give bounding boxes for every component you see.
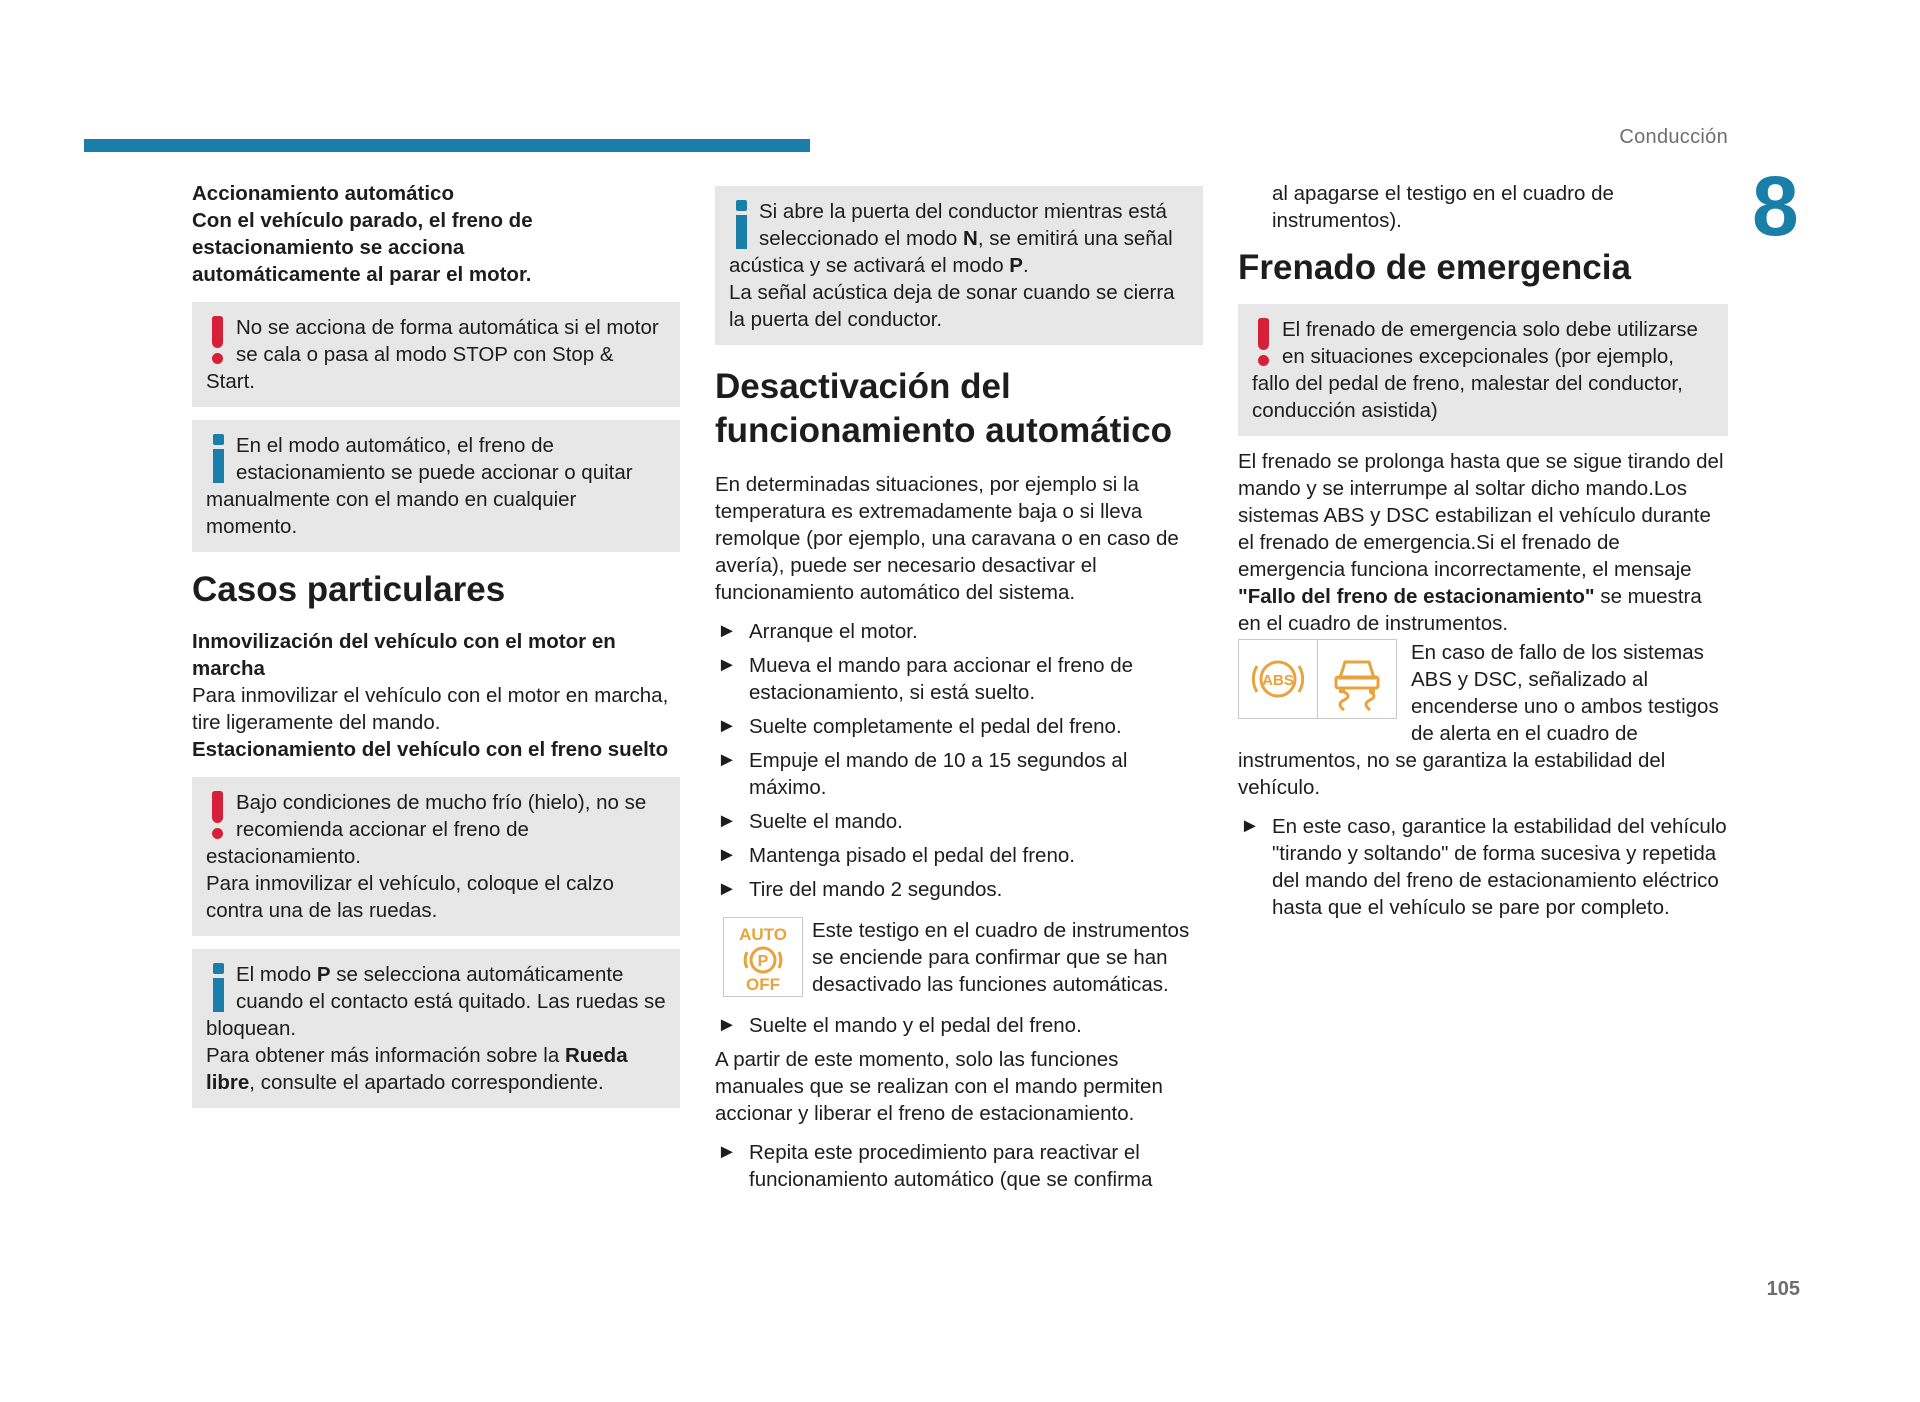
rueda-libre-label: Rueda libre	[206, 1044, 628, 1094]
warning-icon	[206, 791, 230, 843]
bullet-arrow-icon: ►	[1240, 815, 1260, 837]
list-item: ► Suelte el mando y el pedal del freno.	[717, 1014, 1082, 1037]
bullet-arrow-icon: ►	[717, 878, 737, 900]
heading-desactivacion: Desactivación del funcionamiento automático	[715, 367, 1172, 450]
auto-off-lamp-row	[715, 917, 1203, 998]
page-number: 105	[1766, 1278, 1800, 1300]
section-title: Conducción	[1619, 126, 1728, 148]
warning-icon	[1252, 318, 1276, 370]
dsc-skid-warning-lamp-icon	[1318, 639, 1397, 719]
bullet-arrow-icon: ►	[717, 654, 737, 676]
bullet-arrow-icon: ►	[717, 844, 737, 866]
intro-bold-text: Con el vehículo parado, el freno de estacionamiento se acciona automáticamente al parar el motor.	[192, 209, 533, 286]
list-item: ► Repita este procedimiento para reactivar el funcionamiento automático (que se confirma	[717, 1141, 1153, 1191]
error-message-label: "Fallo del freno de estacionamiento"	[1238, 585, 1595, 608]
list-item: ► Empuje el mando de 10 a 15 segundos al máximo.	[717, 749, 1128, 799]
warning-box	[1238, 304, 1728, 436]
warning-text: El frenado de emergencia solo debe utilizarse en situaciones excepcionales (por ejemplo, fallo del pedal de freno, malestar del conductor, conducción asistida)	[1252, 318, 1698, 422]
lamp-label-off: OFF	[746, 975, 780, 994]
bullet-arrow-icon: ►	[717, 810, 737, 832]
emergency-text: El frenado se prolonga hasta que se sigue tirando del mando y se interrumpe al soltar dicho mando.Los sistemas ABS y DSC estabilizan el vehículo durante el frenado de emergencia.Si el frenado de emergencia funciona incorrectamente, el mensaje "Fallo del freno de estacionamiento" se muestra en el cuadro de instrumentos.	[1238, 450, 1724, 635]
lamp-label-auto: AUTO	[739, 925, 787, 944]
info-text: , consulte el apartado correspondiente.	[249, 1071, 604, 1094]
desactivation-intro: En determinadas situaciones, por ejemplo si la temperatura es extremadamente baja o si lleva remolque (por ejemplo, una caravana o en caso de avería), puede ser necesario desactivar el funcionamiento automático del sistema.	[715, 473, 1179, 604]
info-box	[192, 949, 680, 1108]
auto-p-off-warning-lamp-icon	[723, 917, 803, 997]
info-text: , se emitirá una señal acústica y se activará el modo	[729, 227, 1173, 277]
bullet-arrow-icon: ►	[717, 620, 737, 642]
list-item: ► Mantenga pisado el pedal del freno.	[717, 844, 1075, 867]
steps-list	[715, 1012, 1203, 1039]
list-item: ► Suelte completamente el pedal del freno.	[717, 715, 1122, 738]
abs-lamp-label: ABS	[1262, 672, 1294, 689]
bullet-arrow-icon: ►	[717, 1014, 737, 1036]
info-text: Para obtener más información sobre la	[206, 1044, 565, 1067]
chapter-number: 8	[1752, 159, 1799, 253]
mode-p-label: P	[316, 963, 331, 986]
info-text: En el modo automático, el freno de estacionamiento se puede accionar o quitar manualmente con el mando en cualquier momento.	[206, 434, 633, 538]
mode-n-label: N	[963, 227, 978, 250]
abs-dsc-lamp-block	[1238, 639, 1728, 801]
info-text: Si abre la puerta del conductor mientras está seleccionado el modo	[759, 200, 1167, 250]
warning-box	[192, 302, 680, 407]
column-3	[1238, 180, 1728, 928]
column-2	[715, 186, 1203, 1200]
list-item: ► Suelte el mando.	[717, 810, 903, 833]
lamp-label-p: P	[757, 953, 769, 970]
column-1	[192, 180, 680, 1108]
info-icon	[206, 963, 230, 1015]
warning-box	[192, 777, 680, 936]
warning-icon	[206, 316, 230, 368]
steps-list	[715, 618, 1203, 903]
info-text: La señal acústica deja de sonar cuando se cierra la puerta del conductor.	[729, 281, 1175, 331]
mode-p-label: P	[1009, 254, 1023, 277]
info-icon	[206, 434, 230, 486]
heading-frenado-emergencia: Frenado de emergencia	[1238, 248, 1631, 287]
subheading-immobilization: Inmovilización del vehículo con el motor en marcha	[192, 630, 616, 680]
intro-title: Accionamiento automático	[192, 182, 454, 205]
abs-warning-lamp-icon	[1238, 639, 1318, 719]
bullet-arrow-icon: ►	[717, 749, 737, 771]
subheading-parking-released: Estacionamiento del vehículo con el freno suelto	[192, 738, 669, 761]
steps-list	[715, 1139, 1203, 1193]
bullet-arrow-icon: ►	[717, 1141, 737, 1163]
list-item: ► En este caso, garantice la estabilidad del vehículo "tirando y soltando" de forma sucesiva y repetida del mando del freno de estacionamiento eléctrico hasta que el vehículo se pare por completo.	[1240, 815, 1727, 919]
list-item: ► Tire del mando 2 segundos.	[717, 878, 1003, 901]
heading-casos-particulares: Casos particulares	[192, 570, 506, 609]
warning-text: Para inmovilizar el vehículo, coloque el calzo contra una de las ruedas.	[206, 872, 614, 922]
info-text: .	[1022, 254, 1029, 277]
continuation-text: al apagarse el testigo en el cuadro de instrumentos).	[1272, 182, 1614, 232]
bullet-arrow-icon: ►	[717, 715, 737, 737]
info-text: se selecciona automáticamente cuando el contacto está quitado. Las ruedas se bloquean.	[206, 963, 666, 1040]
warning-text: No se acciona de forma automática si el motor se cala o pasa al modo STOP con Stop & Start.	[206, 316, 659, 393]
info-box	[192, 420, 680, 552]
abs-dsc-description: En caso de fallo de los sistemas ABS y DSC, señalizado al encenderse uno o ambos testigos de alerta en el cuadro de instrumentos, no se garantiza la estabilidad del vehículo.	[1238, 641, 1719, 799]
lamp-icons	[1238, 639, 1397, 719]
info-text: El modo	[236, 963, 317, 986]
warning-text: Bajo condiciones de mucho frío (hielo), no se recomienda accionar el freno de estacionamiento.	[206, 791, 647, 868]
info-icon	[729, 200, 753, 252]
lamp-description: Este testigo en el cuadro de instrumentos se enciende para confirmar que se han desactivado las funciones automáticas.	[812, 919, 1190, 996]
list-item: ► Arranque el motor.	[717, 620, 918, 643]
header-accent-bar	[84, 139, 810, 152]
steps-list	[1238, 813, 1728, 921]
result-text: A partir de este momento, solo las funciones manuales que se realizan con el mando permiten accionar y liberar el freno de estacionamiento.	[715, 1048, 1163, 1125]
list-item: ► Mueva el mando para accionar el freno de estacionamiento, si está suelto.	[717, 654, 1134, 704]
immobilization-text: Para inmovilizar el vehículo con el motor en marcha, tire ligeramente del mando.	[192, 684, 669, 734]
info-box	[715, 186, 1203, 345]
